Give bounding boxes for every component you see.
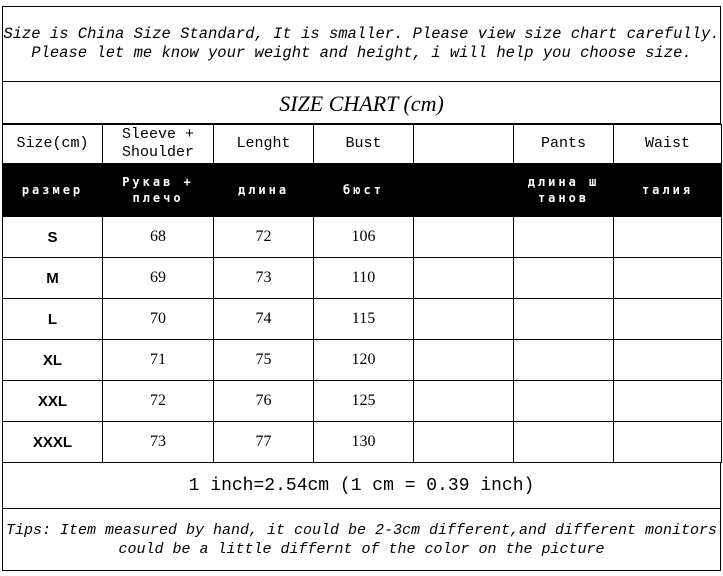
header-length: Lenght: [214, 125, 314, 164]
header-waist: Waist: [614, 125, 722, 164]
cell-waist: [614, 340, 722, 381]
cell-bust: 106: [314, 217, 414, 258]
cell-bust: 125: [314, 381, 414, 422]
cell-pants: [514, 340, 614, 381]
table-row: [3, 217, 722, 258]
header-sleeve: Sleeve + Shoulder: [103, 125, 214, 164]
cell-length: 72: [214, 217, 314, 258]
cell-blank: [414, 381, 514, 422]
table-row: [3, 299, 722, 340]
unit-conversion: 1 inch=2.54cm (1 cm = 0.39 inch): [2, 463, 721, 509]
cell-sleeve: 73: [103, 422, 214, 463]
notice-line-1: Size is China Size Standard, It is smaller. Please view size chart carefully.: [3, 25, 720, 43]
cell-waist: [614, 381, 722, 422]
cell-sleeve: 72: [103, 381, 214, 422]
cell-pants: [514, 422, 614, 463]
cell-pants: [514, 258, 614, 299]
cell-size: XL: [3, 340, 103, 381]
header-ru-pants: длина ш танов: [514, 164, 614, 217]
header-ru-size: размер: [3, 164, 103, 217]
cell-bust: 130: [314, 422, 414, 463]
table-row: [3, 381, 722, 422]
header-row: [3, 125, 722, 164]
header-ru-length: длина: [214, 164, 314, 217]
cell-waist: [614, 299, 722, 340]
cell-blank: [414, 340, 514, 381]
table-row: [3, 258, 722, 299]
header-pants: Pants: [514, 125, 614, 164]
table-row: [3, 340, 722, 381]
size-notice: [2, 6, 721, 82]
cell-sleeve: 70: [103, 299, 214, 340]
cell-length: 76: [214, 381, 314, 422]
cell-waist: [614, 258, 722, 299]
cell-size: XXL: [3, 381, 103, 422]
cell-bust: 120: [314, 340, 414, 381]
size-table: [2, 124, 722, 463]
cell-blank: [414, 422, 514, 463]
cell-size: L: [3, 299, 103, 340]
cell-blank: [414, 258, 514, 299]
notice-line-2: Please let me know your weight and height, i will help you choose size.: [31, 44, 692, 62]
cell-size: S: [3, 217, 103, 258]
cell-sleeve: 71: [103, 340, 214, 381]
header-ru-blank: [414, 164, 514, 217]
header-bust: Bust: [314, 125, 414, 164]
measurement-tips: [2, 509, 721, 571]
cell-size: XXXL: [3, 422, 103, 463]
cell-pants: [514, 381, 614, 422]
cell-pants: [514, 299, 614, 340]
chart-title: SIZE CHART (cm): [2, 82, 721, 124]
cell-waist: [614, 217, 722, 258]
cell-bust: 115: [314, 299, 414, 340]
header-ru-waist: талия: [614, 164, 722, 217]
cell-length: 74: [214, 299, 314, 340]
table-row: [3, 422, 722, 463]
cell-length: 77: [214, 422, 314, 463]
cell-sleeve: 69: [103, 258, 214, 299]
cell-blank: [414, 217, 514, 258]
cell-length: 75: [214, 340, 314, 381]
cell-bust: 110: [314, 258, 414, 299]
header-blank: [414, 125, 514, 164]
tips-line-2: could be a little differnt of the color on the picture: [118, 541, 605, 558]
cell-pants: [514, 217, 614, 258]
header-size: Size(cm): [3, 125, 103, 164]
cell-sleeve: 68: [103, 217, 214, 258]
cell-waist: [614, 422, 722, 463]
header-ru-bust: бюст: [314, 164, 414, 217]
tips-line-1: Tips: Item measured by hand, it could be 2-3cm different,and different monitors: [5, 522, 718, 539]
header-row-russian: [3, 164, 722, 217]
header-ru-sleeve: Рукав + плечо: [103, 164, 214, 217]
cell-blank: [414, 299, 514, 340]
cell-length: 73: [214, 258, 314, 299]
cell-size: M: [3, 258, 103, 299]
